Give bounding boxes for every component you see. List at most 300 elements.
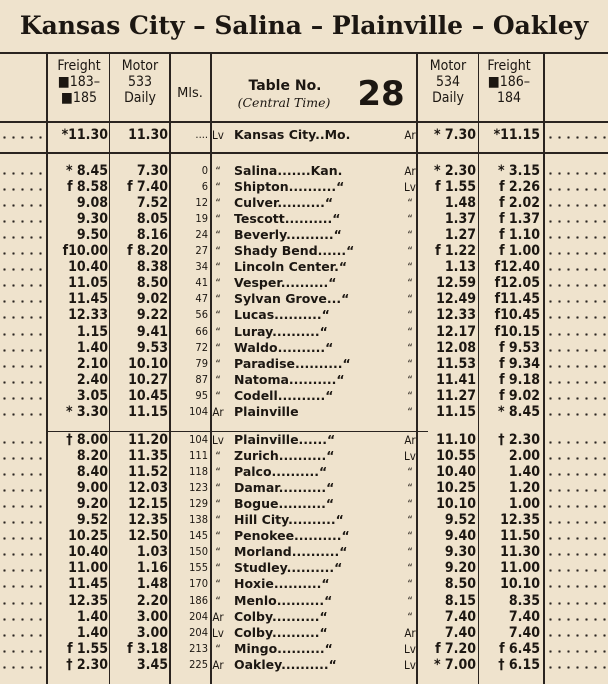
dot-leader — [546, 365, 608, 368]
arrive-leave-left: Ar — [212, 657, 224, 672]
station-name: Hill City..........“ — [234, 512, 344, 528]
table-row — [0, 464, 608, 480]
freight-westbound-time: f 1.55 — [67, 640, 108, 657]
motor-534-time: 1.27 — [444, 227, 476, 244]
freight-eastbound-time: 7.40 — [508, 624, 540, 641]
motor-533-time: 1.03 — [136, 544, 168, 561]
arrive-leave-right: “ — [407, 340, 413, 355]
freight-eastbound-time: f11.45 — [494, 291, 540, 308]
motor-534-time: 12.59 — [436, 275, 476, 292]
motor-534-time: f 1.55 — [435, 179, 476, 196]
dot-leader — [0, 457, 44, 460]
motor-534-time: * 2.30 — [433, 163, 476, 179]
freight-westbound-time: 1.40 — [76, 339, 108, 356]
arrive-leave-right: “ — [407, 228, 413, 243]
header-motor-533 — [110, 58, 170, 106]
rule-under-header — [0, 121, 608, 123]
dot-leader — [0, 521, 44, 524]
station-name: Plainville......“ — [234, 432, 336, 447]
freight-eastbound-time: 10.10 — [500, 576, 540, 593]
motor-533-time: 11.20 — [128, 432, 168, 448]
freight-westbound-time: 10.25 — [68, 528, 108, 545]
station-name: Hoxie..........“ — [234, 576, 330, 592]
dot-leader — [0, 188, 44, 191]
header-freight-westbound-line2: ■183– — [57, 74, 101, 90]
freight-eastbound-time: *11.15 — [493, 127, 540, 143]
dot-leader — [0, 585, 44, 588]
arrive-leave-left: Ar — [212, 609, 224, 624]
arrive-leave-right: “ — [407, 196, 413, 211]
motor-533-time: 2.20 — [136, 592, 168, 609]
table-number: 28 — [357, 74, 405, 114]
dot-leader — [546, 521, 608, 524]
motor-534-time: 12.33 — [436, 307, 476, 324]
freight-westbound-time: f10.00 — [62, 243, 108, 260]
table-row — [0, 404, 608, 420]
dot-leader — [546, 381, 608, 384]
station-name: Menlo..........“ — [234, 592, 333, 608]
dot-leader — [546, 316, 608, 319]
motor-534-time: 9.52 — [444, 512, 476, 529]
header-motor-533-line1: Motor — [121, 58, 159, 74]
dot-leader — [0, 220, 44, 223]
freight-eastbound-time: f10.45 — [494, 307, 540, 324]
freight-westbound-time: 1.40 — [76, 624, 108, 641]
miles: 27 — [195, 244, 208, 258]
miles: 24 — [195, 228, 208, 242]
dot-leader — [546, 473, 608, 476]
station-name: Shipton..........“ — [234, 179, 345, 195]
motor-534-time: 10.25 — [436, 480, 476, 497]
arrive-leave-left: “ — [215, 340, 221, 355]
motor-533-time: 11.15 — [128, 403, 168, 420]
arrive-leave-left: “ — [215, 641, 221, 656]
header-motor-533-line2: 533 — [127, 74, 153, 90]
dot-leader — [546, 505, 608, 508]
dot-leader — [0, 602, 44, 605]
arrive-leave-left: “ — [215, 481, 221, 496]
header-motor-534-line2: 534 — [435, 74, 461, 90]
arrive-leave-left: “ — [215, 292, 221, 307]
header-freight-eastbound-line3: 184 — [496, 90, 522, 106]
table-row — [0, 528, 608, 544]
dot-leader — [546, 441, 608, 444]
arrive-leave-left: “ — [215, 497, 221, 512]
motor-534-time: 1.37 — [444, 211, 476, 228]
dot-leader — [546, 268, 608, 271]
arrive-leave-right: Ar — [404, 625, 416, 640]
freight-westbound-time: 9.08 — [76, 195, 108, 212]
miles: 6 — [201, 180, 208, 194]
table-row — [0, 291, 608, 307]
freight-westbound-time: 3.05 — [76, 387, 108, 404]
miles: 19 — [195, 212, 208, 226]
dot-leader — [546, 136, 608, 139]
freight-westbound-time: 9.30 — [76, 211, 108, 228]
station-name: Luray..........“ — [234, 323, 328, 339]
dot-leader — [0, 284, 44, 287]
motor-534-time: 9.20 — [444, 560, 476, 577]
arrive-leave-left: “ — [215, 196, 221, 211]
dot-leader — [546, 666, 608, 669]
table-row — [0, 576, 608, 592]
station-name: Bogue..........“ — [234, 496, 335, 512]
freight-westbound-time: 11.05 — [68, 275, 108, 292]
arrive-leave-left: “ — [215, 372, 221, 387]
freight-eastbound-time: f 9.02 — [499, 387, 540, 404]
arrive-leave-right: Ar — [404, 128, 416, 142]
arrive-leave-right: “ — [407, 292, 413, 307]
station-name: Penokee..........“ — [234, 528, 350, 544]
table-row — [0, 609, 608, 625]
arrive-leave-right: Lv — [404, 641, 416, 656]
dot-leader — [0, 268, 44, 271]
miles: 118 — [189, 465, 208, 479]
motor-533-time: 1.16 — [136, 560, 168, 577]
freight-eastbound-time: f12.05 — [494, 275, 540, 292]
arrive-leave-right: “ — [407, 497, 413, 512]
station-name: Plainville — [234, 403, 299, 419]
arrive-leave-left: “ — [215, 228, 221, 243]
freight-eastbound-time: † 2.30 — [498, 432, 540, 448]
freight-eastbound-time: f 6.45 — [499, 640, 540, 657]
station-name: Palco..........“ — [234, 464, 328, 480]
arrive-leave-left: “ — [215, 276, 221, 291]
station-name: Vesper..........“ — [234, 275, 337, 291]
table-row — [0, 275, 608, 291]
freight-westbound-time: † 8.00 — [66, 432, 108, 448]
rule-top — [0, 52, 608, 54]
table-row — [0, 211, 608, 227]
table-row — [0, 560, 608, 576]
dot-leader — [546, 569, 608, 572]
dot-leader — [0, 136, 44, 139]
motor-533-time: 9.41 — [136, 323, 168, 340]
station-name: Oakley..........“ — [234, 656, 337, 672]
dot-leader — [546, 634, 608, 637]
dot-leader — [546, 553, 608, 556]
freight-westbound-time: * 8.45 — [65, 163, 108, 179]
freight-eastbound-time: * 8.45 — [497, 403, 540, 420]
arrive-leave-right: Ar — [404, 164, 416, 178]
dot-leader — [546, 537, 608, 540]
motor-533-time: 7.30 — [136, 163, 168, 179]
freight-eastbound-time: 2.00 — [508, 448, 540, 465]
arrive-leave-right: “ — [407, 481, 413, 496]
dot-leader — [546, 284, 608, 287]
motor-533-time: 11.35 — [128, 448, 168, 465]
motor-534-time: 12.17 — [436, 323, 476, 340]
arrive-leave-right: Lv — [404, 657, 416, 672]
miles: 129 — [189, 497, 208, 511]
arrive-leave-right: “ — [407, 593, 413, 608]
miles: 170 — [189, 577, 208, 591]
dot-leader — [0, 236, 44, 239]
table-row — [0, 480, 608, 496]
table-row — [0, 340, 608, 356]
table-row — [0, 388, 608, 404]
miles: 47 — [195, 292, 208, 306]
miles: 204 — [189, 625, 208, 639]
motor-534-time: 7.40 — [444, 608, 476, 625]
freight-westbound-time: 2.10 — [76, 355, 108, 372]
station-name: Damar..........“ — [234, 480, 335, 496]
table-row — [0, 324, 608, 340]
freight-eastbound-time: f 2.26 — [499, 179, 540, 196]
motor-533-time: 8.05 — [136, 211, 168, 228]
arrive-leave-right: “ — [407, 356, 413, 371]
dot-leader — [0, 204, 44, 207]
arrive-leave-left: “ — [215, 260, 221, 275]
miles: 87 — [195, 372, 208, 386]
table-row — [0, 259, 608, 275]
arrive-leave-left: “ — [215, 529, 221, 544]
arrive-leave-right: “ — [407, 513, 413, 528]
dot-leader — [0, 381, 44, 384]
table-row — [0, 307, 608, 323]
motor-534-time: 11.10 — [436, 432, 476, 448]
header-freight-eastbound-line1: Freight — [487, 58, 531, 74]
miles: 186 — [189, 593, 208, 607]
miles: 155 — [189, 561, 208, 575]
table-label: Table No. — [248, 78, 322, 94]
station-name: Salina.......Kan. — [234, 163, 343, 178]
freight-westbound-time: 11.00 — [68, 560, 108, 577]
arrive-leave-right: “ — [407, 529, 413, 544]
dot-leader — [0, 441, 44, 444]
dot-leader — [546, 188, 608, 191]
dot-leader — [0, 666, 44, 669]
arrive-leave-left: “ — [215, 545, 221, 560]
miles: 79 — [195, 356, 208, 370]
arrive-leave-right: “ — [407, 372, 413, 387]
freight-westbound-time: 8.40 — [76, 464, 108, 481]
motor-534-time: 9.40 — [444, 528, 476, 545]
arrive-leave-right: “ — [407, 561, 413, 576]
arrive-leave-right: “ — [407, 244, 413, 259]
motor-534-time: 12.08 — [436, 339, 476, 356]
dot-leader — [546, 457, 608, 460]
freight-westbound-time: 10.40 — [68, 544, 108, 561]
dot-leader — [546, 585, 608, 588]
table-row — [0, 544, 608, 560]
motor-534-time: * 7.00 — [433, 656, 476, 673]
table-row — [0, 372, 608, 388]
station-name: Colby..........“ — [234, 624, 328, 640]
table-row — [0, 356, 608, 372]
freight-eastbound-time: 7.40 — [508, 608, 540, 625]
arrive-leave-right: Lv — [404, 449, 416, 464]
motor-534-time: 1.48 — [444, 195, 476, 212]
motor-533-time: 12.35 — [128, 512, 168, 529]
motor-534-time: 11.41 — [436, 371, 476, 388]
dot-leader — [0, 634, 44, 637]
table-row — [0, 243, 608, 259]
motor-534-time: 7.40 — [444, 624, 476, 641]
table-row — [0, 179, 608, 195]
miles: 150 — [189, 545, 208, 559]
freight-eastbound-time: 1.40 — [508, 464, 540, 481]
rule-under-kansas-city — [0, 152, 608, 154]
motor-533-time: 8.38 — [136, 259, 168, 276]
arrive-leave-left: “ — [215, 388, 221, 403]
arrive-leave-right: Ar — [404, 433, 416, 447]
table-row — [0, 448, 608, 464]
dot-leader — [0, 537, 44, 540]
freight-westbound-time: *11.30 — [61, 127, 108, 143]
arrive-leave-left: “ — [215, 513, 221, 528]
motor-533-time: 9.53 — [136, 339, 168, 356]
motor-533-time: 8.16 — [136, 227, 168, 244]
arrive-leave-right: “ — [407, 308, 413, 323]
station-name: Codell..........“ — [234, 387, 334, 403]
dot-leader — [546, 204, 608, 207]
arrive-leave-left: Lv — [212, 433, 224, 447]
freight-westbound-time: f 8.58 — [67, 179, 108, 196]
miles: 0 — [201, 164, 208, 177]
station-name: Studley..........“ — [234, 560, 343, 576]
motor-533-time: 12.03 — [128, 480, 168, 497]
freight-westbound-time: * 3.30 — [65, 403, 108, 420]
dot-leader — [0, 316, 44, 319]
freight-eastbound-time: f 1.10 — [499, 227, 540, 244]
miles: 12 — [195, 196, 208, 210]
freight-eastbound-time: f 1.37 — [499, 211, 540, 228]
dot-leader — [0, 397, 44, 400]
motor-534-time: 10.55 — [436, 448, 476, 465]
motor-534-time: 12.49 — [436, 291, 476, 308]
miles: 72 — [195, 340, 208, 354]
dot-leader — [0, 618, 44, 621]
miles: 41 — [195, 276, 208, 290]
station-name: Beverly..........“ — [234, 227, 342, 243]
motor-533-time: 12.50 — [128, 528, 168, 545]
arrive-leave-right: “ — [407, 545, 413, 560]
motor-533-time: f 3.18 — [127, 640, 168, 657]
arrive-leave-left: Ar — [212, 404, 224, 419]
miles: 123 — [189, 481, 208, 495]
freight-eastbound-time: 12.35 — [500, 512, 540, 529]
motor-534-time: 10.40 — [436, 464, 476, 481]
station-name: Lucas..........“ — [234, 307, 330, 323]
dot-leader — [0, 505, 44, 508]
dot-leader — [546, 413, 608, 416]
station-name: Zurich..........“ — [234, 448, 335, 464]
motor-534-time: f 1.22 — [435, 243, 476, 260]
dot-leader — [546, 602, 608, 605]
arrive-leave-left: “ — [215, 449, 221, 464]
motor-533-time: f 7.40 — [127, 179, 168, 196]
table-row — [0, 641, 608, 657]
dot-leader — [546, 397, 608, 400]
station-name: Natoma..........“ — [234, 371, 345, 387]
header-motor-534-line1: Motor — [429, 58, 467, 74]
station-name: Sylvan Grove...“ — [234, 291, 350, 307]
motor-534-time: 8.15 — [444, 592, 476, 609]
freight-westbound-time: 11.45 — [68, 291, 108, 308]
arrive-leave-right: “ — [407, 465, 413, 480]
table-row — [0, 496, 608, 512]
arrive-leave-left: “ — [215, 324, 221, 339]
motor-533-time: 11.52 — [128, 464, 168, 481]
freight-eastbound-time: f 9.18 — [499, 371, 540, 388]
table-row — [0, 195, 608, 211]
dot-leader — [546, 220, 608, 223]
miles: 145 — [189, 529, 208, 543]
motor-533-time: 12.15 — [128, 496, 168, 513]
freight-eastbound-time: * 3.15 — [497, 163, 540, 179]
arrive-leave-right: “ — [407, 388, 413, 403]
header-motor-534 — [418, 58, 478, 106]
table-row — [0, 163, 608, 179]
freight-eastbound-time: 1.20 — [508, 480, 540, 497]
dot-leader — [546, 172, 608, 175]
motor-533-time: 7.52 — [136, 195, 168, 212]
page-title: Kansas City – Salina – Plainville – Oakley — [19, 11, 589, 40]
freight-eastbound-time: 11.50 — [500, 528, 540, 545]
miles: 111 — [189, 449, 208, 463]
arrive-leave-left: “ — [215, 465, 221, 480]
header-freight-westbound — [48, 58, 110, 106]
arrive-leave-left: “ — [215, 164, 221, 178]
freight-eastbound-time: f 2.02 — [499, 195, 540, 212]
dot-leader — [0, 172, 44, 175]
freight-westbound-time: 1.40 — [76, 608, 108, 625]
header-freight-westbound-line3: ■185 — [61, 90, 97, 106]
station-name: Mingo..........“ — [234, 640, 333, 656]
table-row — [0, 625, 608, 641]
freight-eastbound-time: 8.35 — [508, 592, 540, 609]
dot-leader — [0, 333, 44, 336]
station-name: Morland..........“ — [234, 544, 348, 560]
table-row — [0, 512, 608, 528]
table-subtitle: (Central Time) — [237, 95, 331, 110]
arrive-leave-right: “ — [407, 212, 413, 227]
table-row — [0, 227, 608, 243]
table-row — [0, 432, 608, 448]
arrive-leave-right: Lv — [404, 180, 416, 195]
arrive-leave-left: Lv — [212, 625, 224, 640]
miles: 225 — [189, 657, 208, 671]
arrive-leave-left: “ — [215, 212, 221, 227]
dot-leader — [546, 252, 608, 255]
dot-leader — [0, 349, 44, 352]
header-freight-westbound-line1: Freight — [57, 58, 101, 74]
freight-eastbound-time: 11.00 — [500, 560, 540, 577]
miles: 95 — [195, 388, 208, 402]
motor-533-time: f 8.20 — [127, 243, 168, 260]
freight-eastbound-time: f 1.00 — [499, 243, 540, 260]
arrive-leave-left: “ — [215, 577, 221, 592]
motor-533-time: 1.48 — [136, 576, 168, 593]
dot-leader — [0, 650, 44, 653]
freight-eastbound-time: f 9.34 — [499, 355, 540, 372]
dot-leader — [546, 349, 608, 352]
freight-westbound-time: 9.00 — [76, 480, 108, 497]
dot-leader — [0, 473, 44, 476]
miles: 34 — [195, 260, 208, 274]
miles: 204 — [189, 609, 208, 623]
arrive-leave-right: “ — [407, 276, 413, 291]
motor-534-time: * 7.30 — [433, 127, 476, 143]
freight-westbound-time: 9.52 — [76, 512, 108, 529]
motor-534-time: 11.53 — [436, 355, 476, 372]
motor-534-time: f 7.20 — [435, 640, 476, 657]
arrive-leave-right: “ — [407, 609, 413, 624]
table-row — [0, 127, 608, 143]
freight-eastbound-time: f12.40 — [494, 259, 540, 276]
miles: 56 — [195, 308, 208, 322]
